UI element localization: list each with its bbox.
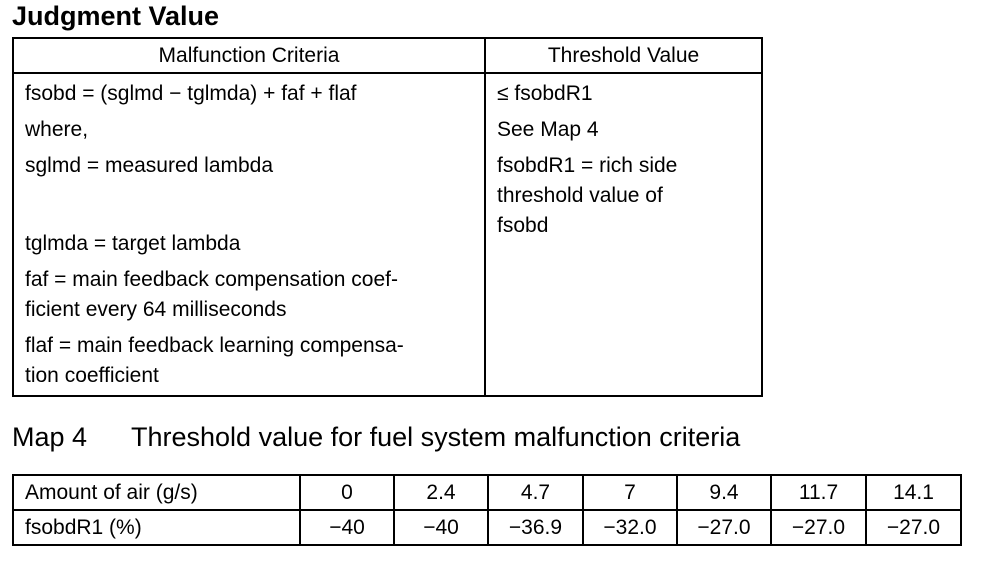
criteria-tglmda-definition: tglmda = target lambda [25, 232, 241, 255]
criteria-flaf-definition [25, 331, 474, 391]
malfunction-criteria-cell [13, 73, 485, 396]
table-cell: −40 [394, 510, 488, 545]
row-label-fsobdr1: fsobdR1 (%) [13, 510, 300, 545]
table-row-fsobdr1 [13, 510, 961, 545]
criteria-faf-line-2: ficient every 64 milliseconds [25, 298, 287, 321]
threshold-definition-line-3: fsobd [497, 214, 549, 237]
map-4-table [12, 474, 962, 546]
table-header-row [13, 38, 762, 73]
row-label-air-amount: Amount of air (g/s) [13, 475, 300, 510]
table-row [13, 73, 762, 396]
table-cell: 0 [300, 475, 394, 510]
column-header-threshold-value: Threshold Value [485, 38, 762, 73]
criteria-flaf-line-2: tion coefficient [25, 364, 159, 387]
table-row-air-amount [13, 475, 961, 510]
map-id: Map 4 [12, 422, 88, 452]
table-cell: 11.7 [771, 475, 866, 510]
table-cell: 14.1 [866, 475, 961, 510]
threshold-fsobdr1-definition [497, 151, 751, 241]
table-cell: −27.0 [771, 510, 866, 545]
criteria-faf-line-1: faf = main feedback compensation coef- [25, 268, 398, 291]
criteria-formula: fsobd = (sglmd − tglmda) + faf + flaf [25, 82, 357, 105]
table-cell: 7 [583, 475, 677, 510]
table-cell: 4.7 [488, 475, 583, 510]
column-header-malfunction-criteria: Malfunction Criteria [13, 38, 485, 73]
map-title: Threshold value for fuel system malfunction criteria [131, 422, 741, 452]
table-cell: −40 [300, 510, 394, 545]
threshold-value-cell [485, 73, 762, 396]
criteria-where: where, [25, 118, 89, 141]
table-cell: −32.0 [583, 510, 677, 545]
table-cell: 2.4 [394, 475, 488, 510]
table-cell: −27.0 [866, 510, 961, 545]
spacer [25, 187, 474, 229]
table-cell: −36.9 [488, 510, 583, 545]
table-cell: −27.0 [677, 510, 771, 545]
threshold-condition: ≤ fsobdR1 [497, 82, 593, 105]
criteria-faf-definition [25, 265, 474, 325]
table-cell: 9.4 [677, 475, 771, 510]
threshold-definition-line-2: threshold value of [497, 184, 663, 207]
threshold-definition-line-1: fsobdR1 = rich side [497, 154, 678, 177]
criteria-sglmd-definition: sglmd = measured lambda [25, 154, 274, 177]
page-heading: Judgment Value [12, 1, 220, 31]
criteria-flaf-line-1: flaf = main feedback learning compensa- [25, 334, 404, 357]
judgment-value-table [12, 37, 763, 397]
map-caption [12, 421, 740, 453]
threshold-map-reference: See Map 4 [497, 118, 599, 141]
